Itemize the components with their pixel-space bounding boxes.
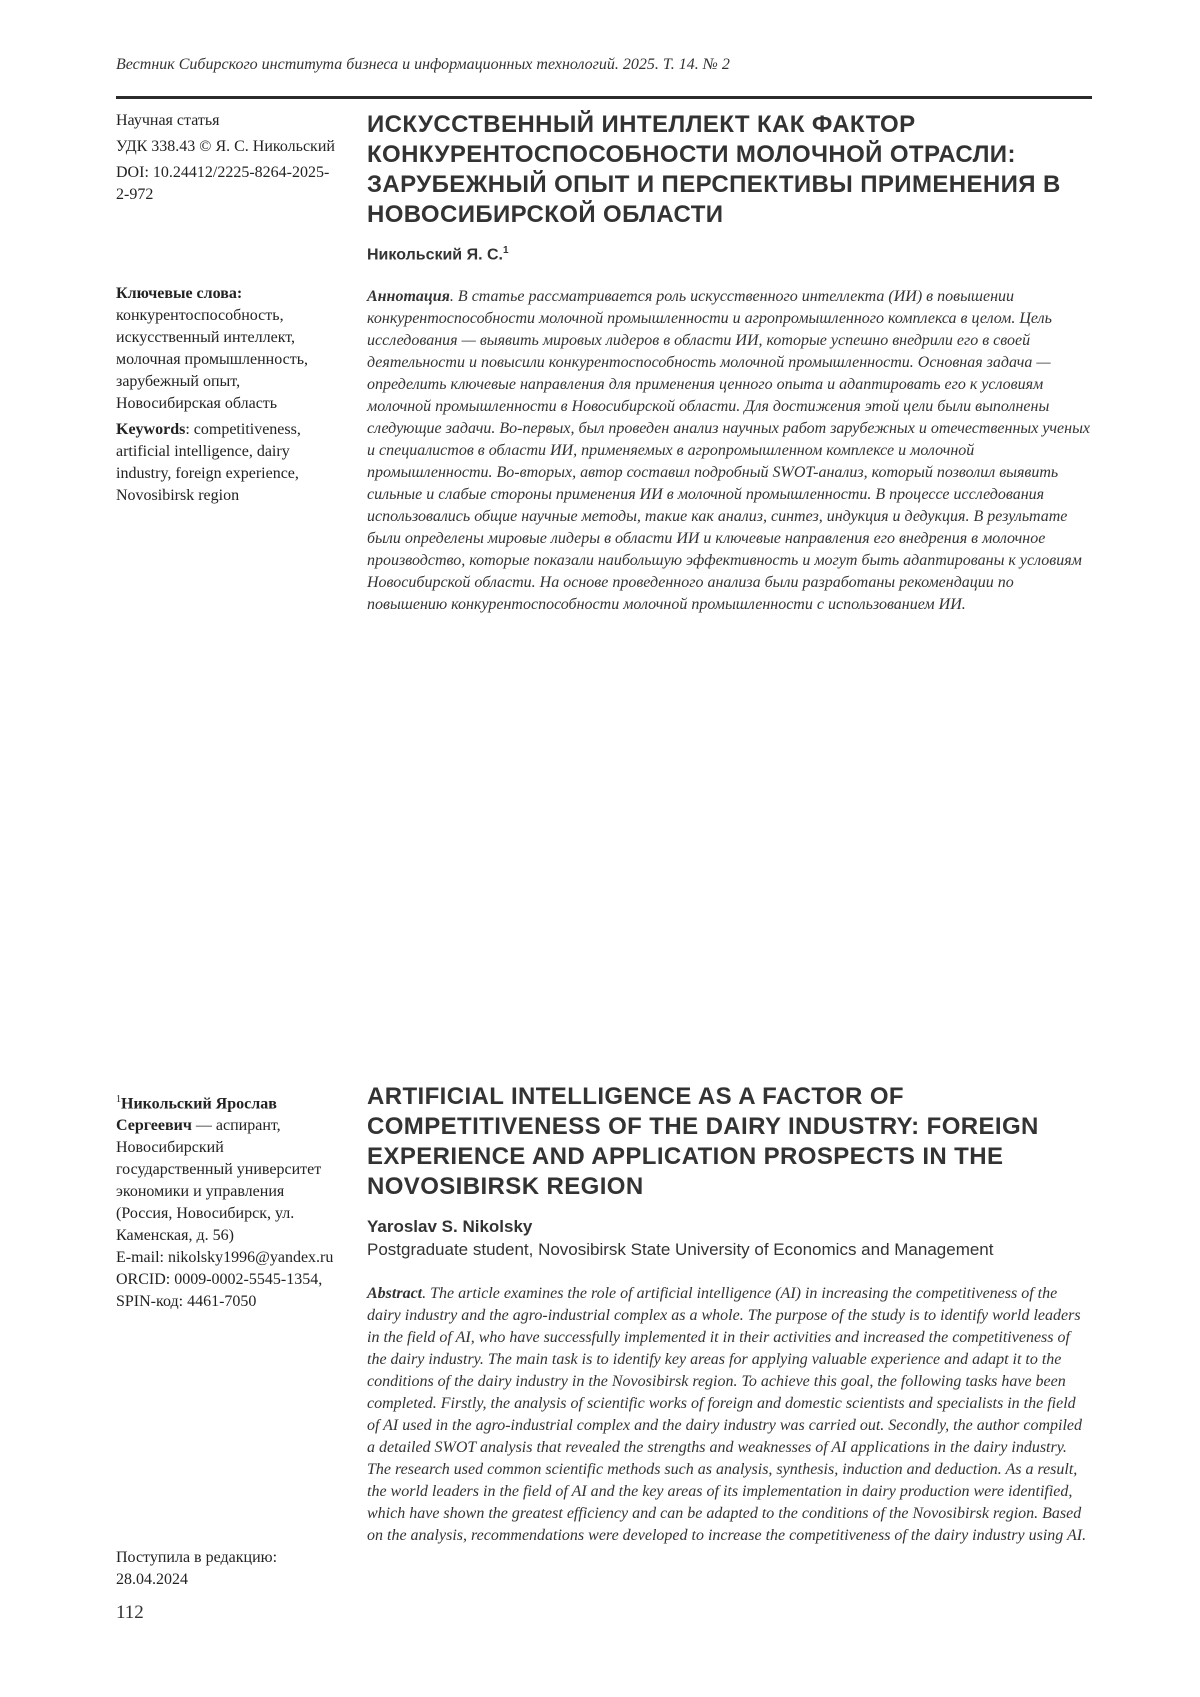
article-meta <box>116 110 342 210</box>
author-info-footnote-mark: 1 <box>116 1094 121 1105</box>
author-info <box>116 1089 342 1313</box>
author-ru-name: Никольский Я. С. <box>367 246 503 263</box>
keywords-ru-text: конкурентоспособность, искусственный интеллект, молочная промышленность, зарубежный опыт, Новосибирская область <box>116 307 308 412</box>
author-ru <box>367 245 1092 264</box>
header-rule <box>116 96 1092 99</box>
author-en-name: Yaroslav S. Nikolsky <box>367 1217 1092 1237</box>
article-type: Научная статья <box>116 110 342 132</box>
author-info-name: Никольский Ярослав Сергеевич <box>116 1095 277 1134</box>
udc-copyright: УДК 338.43 © Я. С. Никольский <box>116 136 342 158</box>
keywords-en <box>116 419 342 507</box>
journal-header: Вестник Сибирского института бизнеса и информационных технологий. 2025. Т. 14. № 2 <box>116 56 1096 74</box>
keywords-ru <box>116 283 342 415</box>
page-number: 112 <box>116 1602 144 1624</box>
abstract-ru-label: Аннотация <box>367 288 450 305</box>
title-ru: ИСКУССТВЕННЫЙ ИНТЕЛЛЕКТ КАК ФАКТОР КОНКУРЕНТОСПОСОБНОСТИ МОЛОЧНОЙ ОТРАСЛИ: ЗАРУБЕЖНЫЙ ОПЫТ И ПЕРСПЕКТИВЫ ПРИМЕНЕНИЯ В НОВОСИБИРСКОЙ ОБЛАСТИ <box>367 110 1092 230</box>
author-info-main <box>116 1089 342 1247</box>
author-info-details: — аспирант, Новосибирский государственный университет экономики и управления (Россия, Новосибирск, ул. Каменская, д. 56) <box>116 1117 321 1244</box>
keywords-en-label: Keywords <box>116 421 185 438</box>
keywords-block <box>116 283 342 511</box>
abstract-en-label: Abstract <box>367 1285 422 1302</box>
author-email: E-mail: nikolsky1996@yandex.ru <box>116 1247 342 1269</box>
author-orcid-spin: ORCID: 0009-0002-5545-1354, SPIN-код: 4461-7050 <box>116 1269 342 1313</box>
abstract-ru <box>367 286 1092 616</box>
doi: DOI: 10.24412/2225-8264-2025-2-972 <box>116 162 342 206</box>
title-en: ARTIFICIAL INTELLIGENCE AS A FACTOR OF COMPETITIVENESS OF THE DAIRY INDUSTRY: FOREIGN EXPERIENCE AND APPLICATION PROSPECTS IN THE NOVOSIBIRSK REGION <box>367 1082 1092 1202</box>
author-ru-footnote-mark: 1 <box>503 245 509 256</box>
received-label: Поступила в редакцию: <box>116 1547 342 1569</box>
keywords-ru-label: Ключевые слова: <box>116 285 242 302</box>
keywords-en-text: : competitiveness, artificial intelligence, dairy industry, foreign experience, Novosibirsk region <box>116 421 301 504</box>
abstract-en-text: . The article examines the role of artificial intelligence (AI) in increasing the competitiveness of the dairy industry and the agro-industrial complex as a whole. The purpose of the study is to identify world leaders in the field of AI, who have successfully implemented it in their activities and increased the competitiveness of the dairy industry. The main task is to identify key areas for applying valuable experience and adapt it to the conditions of the dairy industry in the Novosibirsk region. To achieve this goal, the following tasks have been completed. Firstly, the analysis of scientific works of foreign and domestic scientists and specialists in the field of AI used in the agro-industrial complex and the dairy industry was carried out. Secondly, the author compiled a detailed SWOT analysis that revealed the strengths and weaknesses of AI applications in the dairy industry. The research used common scientific methods such as analysis, synthesis, induction and deduction. As a result, the world leaders in the field of AI and the key areas of its implementation in dairy production were identified, which have shown the greatest efficiency and can be adapted to the conditions of the Novosibirsk region. Based on the analysis, recommendations were developed to increase the competitiveness of the dairy industry using AI. <box>367 1285 1086 1544</box>
author-en-affiliation: Postgraduate student, Novosibirsk State University of Economics and Management <box>367 1240 1092 1260</box>
abstract-ru-text: . В статье рассматривается роль искусственного интеллекта (ИИ) в повышении конкурентоспособности молочной промышленности и агропромышленного комплекса в целом. Цель исследования — выявить мировых лидеров в области ИИ, которые успешно внедрили его в своей деятельности и повысили конкурентоспособность молочной промышленности. Основная задача — определить ключевые направления для применения ценного опыта и адаптировать его к условиям молочной промышленности в Новосибирской области. Для достижения этой цели были выполнены следующие задачи. Во-первых, был проведен анализ научных работ зарубежных и отечественных ученых и специалистов в области ИИ, применяемых в агропромышленном комплексе и молочной промышленности. Во-вторых, автор составил подробный SWOT-анализ, который позволил выявить сильные и слабые стороны применения ИИ в молочной промышленности. В процессе исследования использовались общие научные методы, такие как анализ, синтез, индукция и дедукция. В результате были определены мировые лидеры в области ИИ и ключевые направления его внедрения в молочное производство, которые показали наибольшую эффективность и могут быть адаптированы к условиям Новосибирской области. На основе проведенного анализа были разработаны рекомендации по повышению конкурентоспособности молочной промышленности с использованием ИИ. <box>367 288 1090 613</box>
received-date <box>116 1547 342 1591</box>
abstract-en <box>367 1283 1092 1547</box>
received-value: 28.04.2024 <box>116 1569 342 1591</box>
